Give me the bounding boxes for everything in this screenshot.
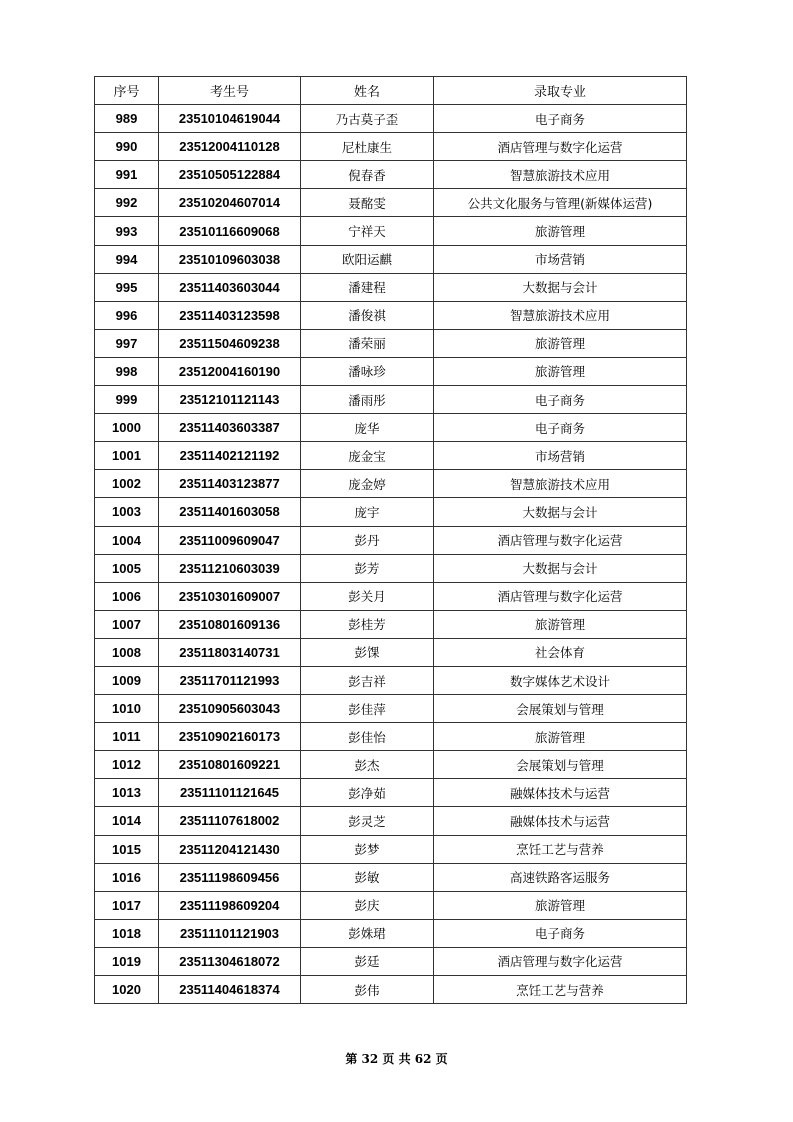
- header-serial: 序号: [95, 77, 159, 105]
- major-cell: 会展策划与管理: [434, 751, 687, 779]
- name-cell: 庞金宝: [301, 442, 434, 470]
- major-cell: 智慧旅游技术应用: [434, 301, 687, 329]
- table-row: [95, 695, 687, 723]
- table-row: [95, 498, 687, 526]
- name-cell: 彭净茹: [301, 779, 434, 807]
- table-row: [95, 105, 687, 133]
- header-name: 姓名: [301, 77, 434, 105]
- serial-cell: 1012: [95, 751, 159, 779]
- admission-table: [94, 76, 687, 1004]
- serial-cell: 999: [95, 386, 159, 414]
- table-row: [95, 442, 687, 470]
- name-cell: 庞金婷: [301, 470, 434, 498]
- major-cell: 烹饪工艺与营养: [434, 835, 687, 863]
- name-cell: 尼杜康生: [301, 133, 434, 161]
- exam-id-cell: 23512101121143: [159, 386, 301, 414]
- table-row: [95, 610, 687, 638]
- major-cell: 智慧旅游技术应用: [434, 470, 687, 498]
- name-cell: 彭敏: [301, 863, 434, 891]
- exam-id-cell: 23511009609047: [159, 526, 301, 554]
- major-cell: 酒店管理与数字化运营: [434, 582, 687, 610]
- name-cell: 彭桂芳: [301, 610, 434, 638]
- name-cell: 乃古莫子歪: [301, 105, 434, 133]
- name-cell: 聂酩雯: [301, 189, 434, 217]
- name-cell: 庞华: [301, 414, 434, 442]
- table-row: [95, 863, 687, 891]
- name-cell: 潘俊祺: [301, 301, 434, 329]
- name-cell: 彭伟: [301, 976, 434, 1004]
- major-cell: 会展策划与管理: [434, 695, 687, 723]
- serial-cell: 996: [95, 301, 159, 329]
- serial-cell: 991: [95, 161, 159, 189]
- exam-id-cell: 23511403123877: [159, 470, 301, 498]
- table-row: [95, 947, 687, 975]
- name-cell: 彭馃: [301, 638, 434, 666]
- name-cell: 彭庆: [301, 891, 434, 919]
- exam-id-cell: 23510104619044: [159, 105, 301, 133]
- exam-id-cell: 23511403603044: [159, 273, 301, 301]
- exam-id-cell: 23511401603058: [159, 498, 301, 526]
- exam-id-cell: 23511204121430: [159, 835, 301, 863]
- exam-id-cell: 23511101121645: [159, 779, 301, 807]
- major-cell: 电子商务: [434, 414, 687, 442]
- table-row: [95, 582, 687, 610]
- table-header-row: [95, 77, 687, 105]
- table-row: [95, 273, 687, 301]
- serial-cell: 997: [95, 329, 159, 357]
- major-cell: 市场营销: [434, 442, 687, 470]
- exam-id-cell: 23511101121903: [159, 919, 301, 947]
- table-row: [95, 301, 687, 329]
- table-row: [95, 751, 687, 779]
- table-row: [95, 189, 687, 217]
- serial-cell: 993: [95, 217, 159, 245]
- serial-cell: 1001: [95, 442, 159, 470]
- table-row: [95, 723, 687, 751]
- serial-cell: 1004: [95, 526, 159, 554]
- name-cell: 潘雨彤: [301, 386, 434, 414]
- exam-id-cell: 23511404618374: [159, 976, 301, 1004]
- serial-cell: 1013: [95, 779, 159, 807]
- major-cell: 公共文化服务与管理(新媒体运营): [434, 189, 687, 217]
- serial-cell: 1011: [95, 723, 159, 751]
- major-cell: 电子商务: [434, 919, 687, 947]
- serial-cell: 1010: [95, 695, 159, 723]
- major-cell: 旅游管理: [434, 610, 687, 638]
- table-row: [95, 161, 687, 189]
- table-row: [95, 217, 687, 245]
- name-cell: 潘荣丽: [301, 329, 434, 357]
- table-row: [95, 976, 687, 1004]
- table-row: [95, 891, 687, 919]
- exam-id-cell: 23510801609221: [159, 751, 301, 779]
- serial-cell: 1018: [95, 919, 159, 947]
- table-row: [95, 357, 687, 385]
- major-cell: 大数据与会计: [434, 498, 687, 526]
- exam-id-cell: 23511198609204: [159, 891, 301, 919]
- table-row: [95, 329, 687, 357]
- major-cell: 酒店管理与数字化运营: [434, 133, 687, 161]
- exam-id-cell: 23510116609068: [159, 217, 301, 245]
- serial-cell: 994: [95, 245, 159, 273]
- major-cell: 旅游管理: [434, 329, 687, 357]
- major-cell: 电子商务: [434, 105, 687, 133]
- name-cell: 彭姝珺: [301, 919, 434, 947]
- table-row: [95, 638, 687, 666]
- major-cell: 大数据与会计: [434, 273, 687, 301]
- exam-id-cell: 23511803140731: [159, 638, 301, 666]
- exam-id-cell: 23511701121993: [159, 666, 301, 694]
- name-cell: 宁祥天: [301, 217, 434, 245]
- exam-id-cell: 23510902160173: [159, 723, 301, 751]
- major-cell: 酒店管理与数字化运营: [434, 947, 687, 975]
- table-row: [95, 554, 687, 582]
- serial-cell: 1006: [95, 582, 159, 610]
- major-cell: 数字媒体艺术设计: [434, 666, 687, 694]
- major-cell: 旅游管理: [434, 891, 687, 919]
- table-row: [95, 386, 687, 414]
- table-row: [95, 666, 687, 694]
- table-row: [95, 470, 687, 498]
- serial-cell: 1015: [95, 835, 159, 863]
- major-cell: 电子商务: [434, 386, 687, 414]
- table-body: [95, 105, 687, 1004]
- serial-cell: 990: [95, 133, 159, 161]
- exam-id-cell: 23512004110128: [159, 133, 301, 161]
- name-cell: 潘建程: [301, 273, 434, 301]
- serial-cell: 989: [95, 105, 159, 133]
- serial-cell: 995: [95, 273, 159, 301]
- serial-cell: 1017: [95, 891, 159, 919]
- table-row: [95, 835, 687, 863]
- major-cell: 旅游管理: [434, 723, 687, 751]
- exam-id-cell: 23510204607014: [159, 189, 301, 217]
- name-cell: 彭吉祥: [301, 666, 434, 694]
- major-cell: 旅游管理: [434, 357, 687, 385]
- major-cell: 烹饪工艺与营养: [434, 976, 687, 1004]
- exam-id-cell: 23512004160190: [159, 357, 301, 385]
- table-row: [95, 414, 687, 442]
- exam-id-cell: 23511402121192: [159, 442, 301, 470]
- serial-cell: 1000: [95, 414, 159, 442]
- exam-id-cell: 23510301609007: [159, 582, 301, 610]
- table-row: [95, 133, 687, 161]
- major-cell: 市场营销: [434, 245, 687, 273]
- serial-cell: 1019: [95, 947, 159, 975]
- exam-id-cell: 23511504609238: [159, 329, 301, 357]
- table-row: [95, 526, 687, 554]
- name-cell: 彭佳萍: [301, 695, 434, 723]
- serial-cell: 1020: [95, 976, 159, 1004]
- serial-cell: 1016: [95, 863, 159, 891]
- name-cell: 彭关月: [301, 582, 434, 610]
- serial-cell: 1008: [95, 638, 159, 666]
- major-cell: 高速铁路客运服务: [434, 863, 687, 891]
- serial-cell: 998: [95, 357, 159, 385]
- major-cell: 智慧旅游技术应用: [434, 161, 687, 189]
- exam-id-cell: 23511107618002: [159, 807, 301, 835]
- exam-id-cell: 23510505122884: [159, 161, 301, 189]
- serial-cell: 1002: [95, 470, 159, 498]
- header-major: 录取专业: [434, 77, 687, 105]
- serial-cell: 1005: [95, 554, 159, 582]
- major-cell: 社会体育: [434, 638, 687, 666]
- exam-id-cell: 23511304618072: [159, 947, 301, 975]
- major-cell: 融媒体技术与运营: [434, 807, 687, 835]
- table-row: [95, 919, 687, 947]
- page-footer: 第 32 页 共 62 页: [345, 1052, 448, 1066]
- exam-id-cell: 23510109603038: [159, 245, 301, 273]
- name-cell: 彭芳: [301, 554, 434, 582]
- name-cell: 彭杰: [301, 751, 434, 779]
- major-cell: 融媒体技术与运营: [434, 779, 687, 807]
- serial-cell: 1014: [95, 807, 159, 835]
- name-cell: 欧阳运麒: [301, 245, 434, 273]
- exam-id-cell: 23510905603043: [159, 695, 301, 723]
- name-cell: 彭廷: [301, 947, 434, 975]
- exam-id-cell: 23510801609136: [159, 610, 301, 638]
- serial-cell: 1007: [95, 610, 159, 638]
- table-row: [95, 245, 687, 273]
- name-cell: 潘咏珍: [301, 357, 434, 385]
- name-cell: 彭灵芝: [301, 807, 434, 835]
- exam-id-cell: 23511403123598: [159, 301, 301, 329]
- exam-id-cell: 23511210603039: [159, 554, 301, 582]
- name-cell: 倪春香: [301, 161, 434, 189]
- table-row: [95, 807, 687, 835]
- exam-id-cell: 23511403603387: [159, 414, 301, 442]
- header-exam-id: 考生号: [159, 77, 301, 105]
- major-cell: 大数据与会计: [434, 554, 687, 582]
- serial-cell: 992: [95, 189, 159, 217]
- exam-id-cell: 23511198609456: [159, 863, 301, 891]
- table-row: [95, 779, 687, 807]
- name-cell: 庞宇: [301, 498, 434, 526]
- name-cell: 彭丹: [301, 526, 434, 554]
- serial-cell: 1003: [95, 498, 159, 526]
- serial-cell: 1009: [95, 666, 159, 694]
- name-cell: 彭梦: [301, 835, 434, 863]
- major-cell: 酒店管理与数字化运营: [434, 526, 687, 554]
- major-cell: 旅游管理: [434, 217, 687, 245]
- name-cell: 彭佳怡: [301, 723, 434, 751]
